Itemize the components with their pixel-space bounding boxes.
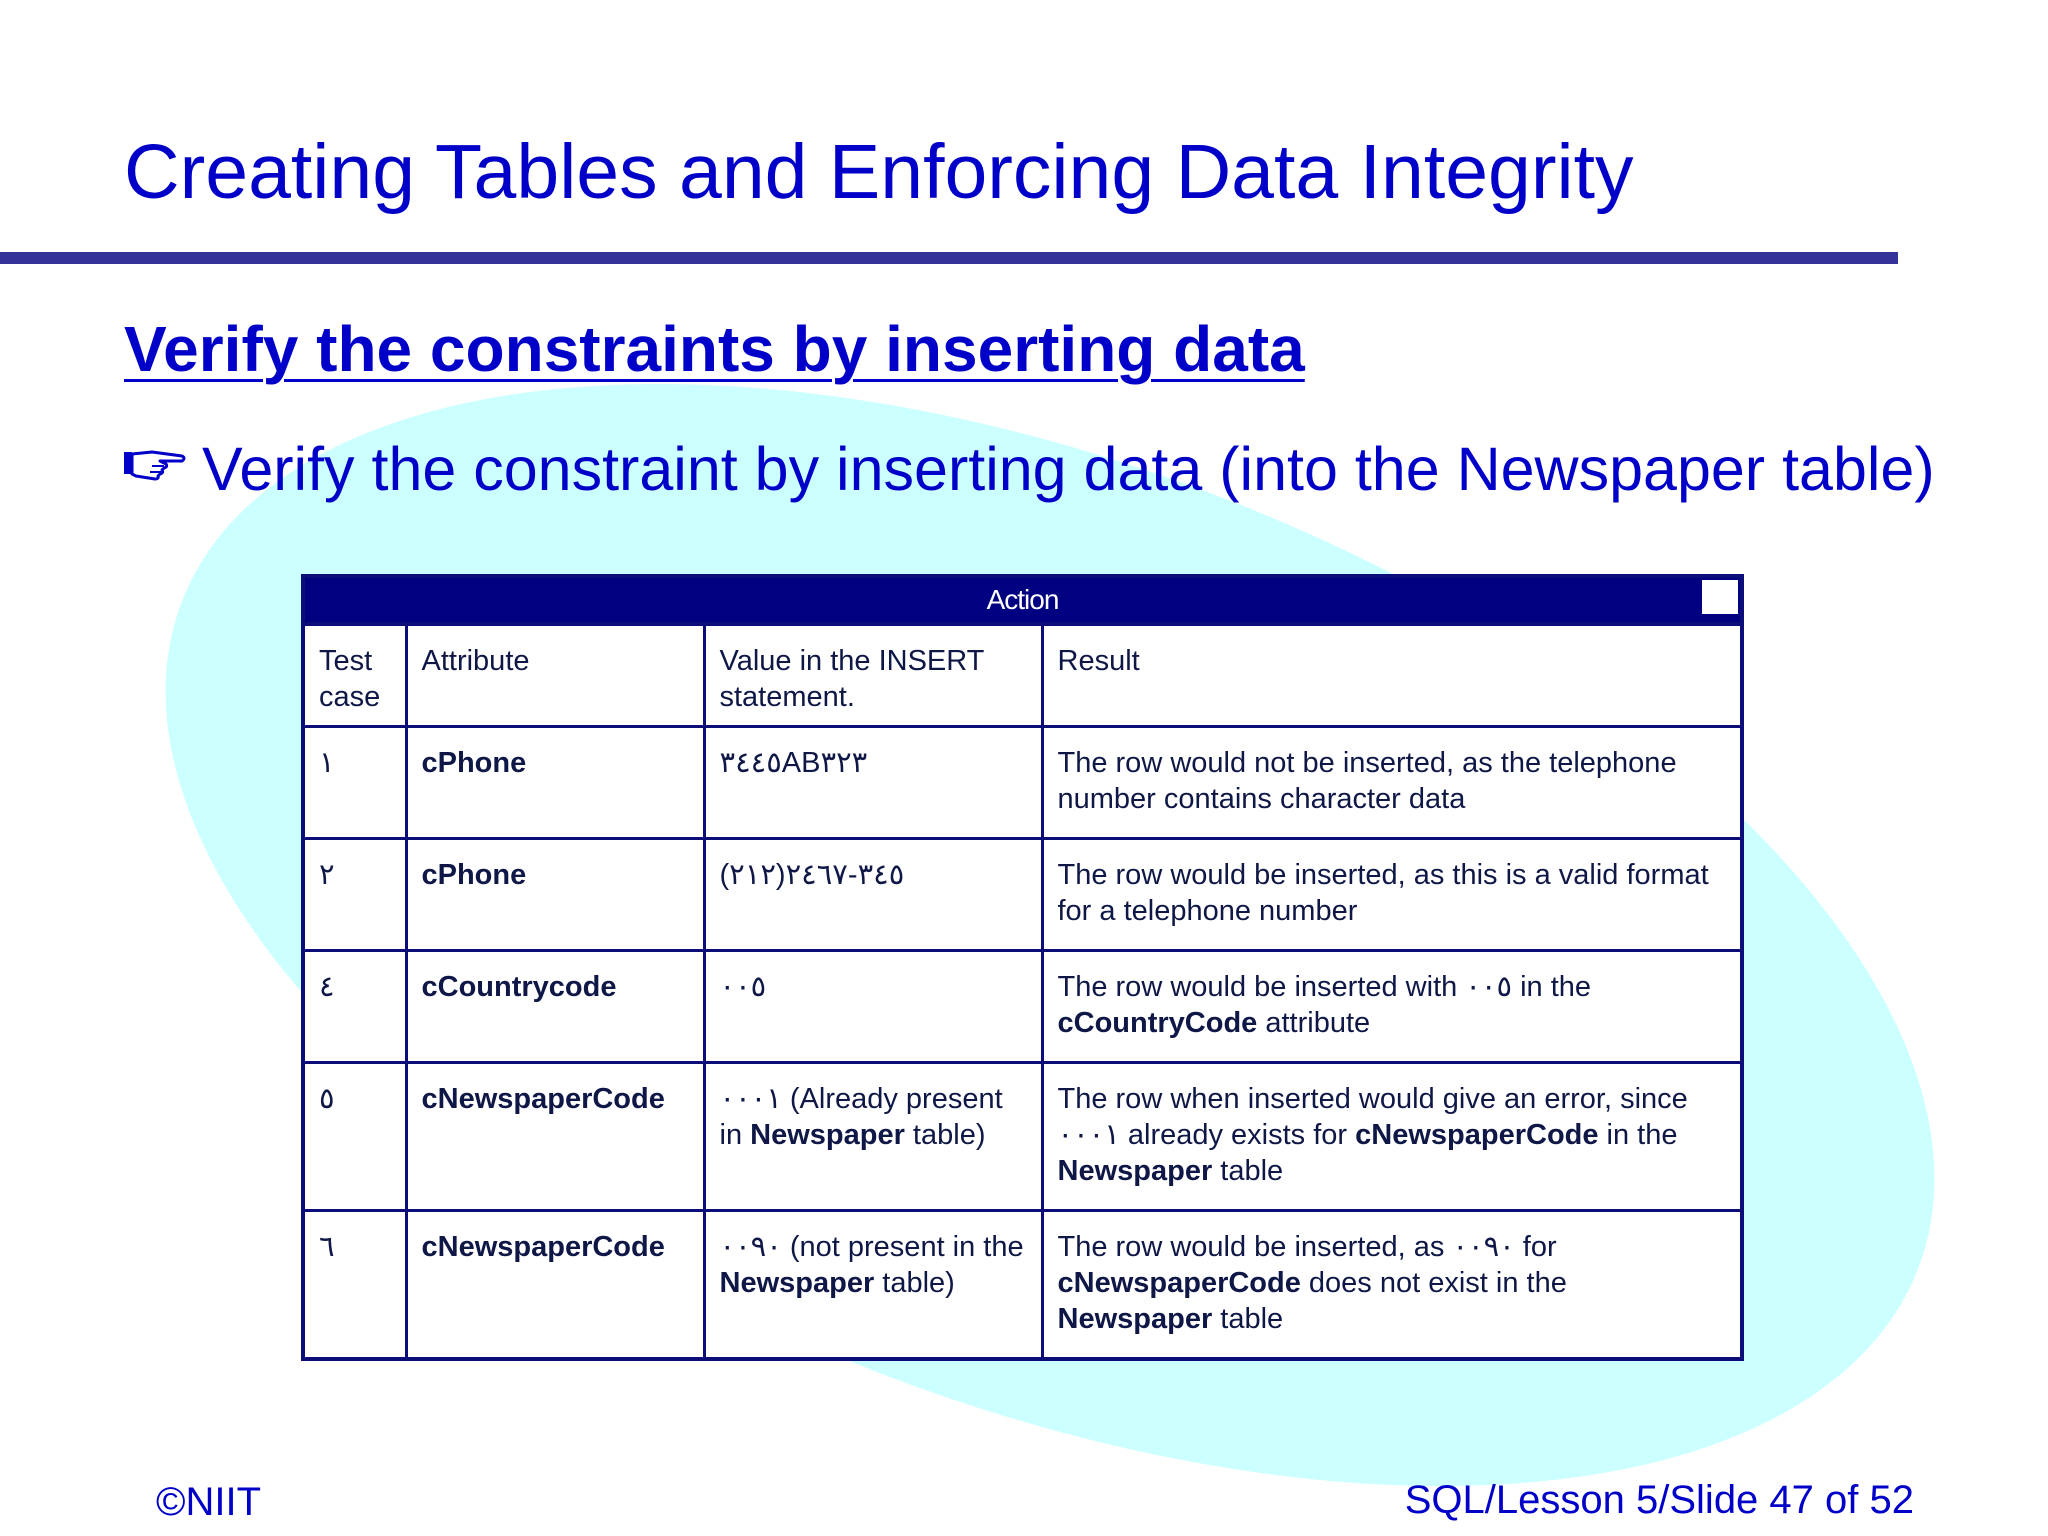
result-cell: The row would be inserted, as ٠٠٩٠ for cNewspaperCode does not exist in the Newspaper table: [1042, 1211, 1742, 1360]
attribute-cell: cNewspaperCode: [406, 1211, 704, 1360]
value-cell: ٠٠٩٠ (not present in the Newspaper table): [704, 1211, 1042, 1360]
test-case-cell: ١: [303, 727, 406, 839]
result-cell: The row would be inserted with ٠٠٥ in the cCountryCode attribute: [1042, 951, 1742, 1063]
attribute-cell: cNewspaperCode: [406, 1063, 704, 1211]
attribute-cell: cCountrycode: [406, 951, 704, 1063]
test-case-cell: ٦: [303, 1211, 406, 1360]
column-header-value: Value in the INSERT statement.: [704, 624, 1042, 727]
column-header-result: Result: [1042, 624, 1742, 727]
table-caption-text: Action: [986, 584, 1059, 615]
table-row: [303, 1211, 1742, 1360]
attribute-cell: cPhone: [406, 727, 704, 839]
value-cell: ٠٠٥: [704, 951, 1042, 1063]
test-case-cell: ٢: [303, 839, 406, 951]
title-divider: [0, 252, 1898, 264]
table-row: [303, 1063, 1742, 1211]
caption-corner-box: [1702, 580, 1738, 614]
column-header-attribute: Attribute: [406, 624, 704, 727]
bullet-point: Verify the constraint by inserting data (into the Newspaper table): [202, 435, 1935, 503]
copyright-footer: ©NIIT: [156, 1480, 262, 1524]
table-row: [303, 951, 1742, 1063]
result-cell: The row when inserted would give an error, since ٠٠٠١ already exists for cNewspaperCode in the Newspaper table: [1042, 1063, 1742, 1211]
value-cell: (٢١٢)٣٤٥-٢٤٦٧: [704, 839, 1042, 951]
table-caption: [303, 576, 1742, 624]
slide-subtitle: Verify the constraints by inserting data: [124, 313, 1305, 385]
column-header-test-case: Test case: [303, 624, 406, 727]
test-case-cell: ٥: [303, 1063, 406, 1211]
table-row: [303, 839, 1742, 951]
slide-number-footer: SQL/Lesson 5/Slide 47 of 52: [1404, 1478, 1914, 1522]
attribute-cell: cPhone: [406, 839, 704, 951]
test-case-cell: ٤: [303, 951, 406, 1063]
result-cell: The row would not be inserted, as the telephone number contains character data: [1042, 727, 1742, 839]
result-cell: The row would be inserted, as this is a valid format for a telephone number: [1042, 839, 1742, 951]
table-header-row: [303, 624, 1742, 727]
slide-title: Creating Tables and Enforcing Data Integrity: [124, 129, 1634, 215]
value-cell: ٠٠٠١ (Already present in Newspaper table): [704, 1063, 1042, 1211]
test-case-table: [301, 574, 1744, 1361]
table-row: [303, 727, 1742, 839]
value-cell: ٣٤٤٥AB٣٢٣: [704, 727, 1042, 839]
pointing-hand-icon: [122, 444, 186, 484]
